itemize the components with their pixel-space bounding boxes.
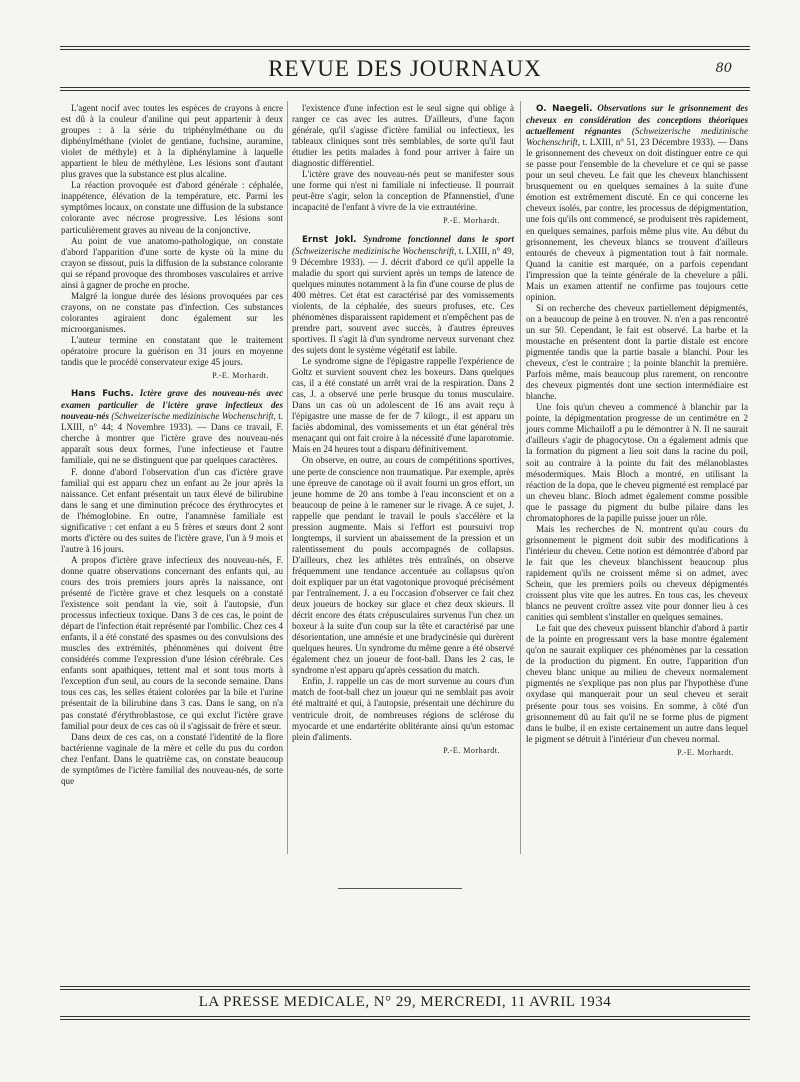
paragraph: Une fois qu'un cheveu a commencé à blanchir par la pointe, la dépigmentation progresse de un centimètre en 2 jours comme Michailoff a pu le démontrer à N. Il ne saurait d'ailleurs s'agir de phagocytose. On a également admis que la formation du pigment a lieu soit dans la racine du poil, soit au contraire à la pointe du fait des mélanoblastes mésodermiques. Mais Bloch a montré, en utilisant la réaction de la dopa, que le cheveu pigmenté est remplacé par un cheveu blanc. Bloch admet également comme possible que le passage du pigment du bulbe pilaire dans les chromatophores de la papille puisse jouer un rôle. <box>526 402 748 523</box>
author-signature: P.-E. Morhardt. <box>212 371 269 381</box>
top-rule <box>60 46 750 47</box>
paragraph: On observe, en outre, au cours de compétitions sportives, une perte de conscience non traumatique. Par exemple, après une épreuve de canotage où il avait fourni un gros effort, un jeune homme de 20 ans tombe à l'eau inconscient et on a beaucoup de peine à le ramener sur le rivage. A ce sujet, J. rappelle que pendant le travail le pouls s'accélère et la pression augmente. Mais si l'effort est poursuivi trop longtemps, il survient un abaissement de la pression et un ralentissement du pouls accompagnés de collapsus. D'ailleurs, chez les athlètes très entraînés, on observe fréquemment une tendance accentuée au collapsus qu'on doit expliquer par un état vagotonique provoqué précisément par l'entraînement. J. a eu l'occasion d'observer ce fait chez deux joueurs de hockey sur glace et chez deux skieurs. Il décrit encore des états crépusculaires survenus l'un chez un boxeur à la suite d'un coup sur la tête et caractérisé par une désorientation, une amnésie et une bradycinésie qui durèrent quelques heures. Un syndrome du même genre a été observé également chez un joueur de foot-ball. Dans les 2 cas, le syndrome n'est apparu qu'après cessation du match. <box>292 455 514 676</box>
author-signature: P.-E. Morhardt. <box>677 747 734 757</box>
column-right <box>526 103 748 758</box>
article-body: t. LXIII, n° 49, 9 Décembre 1933). — J. décrit d'abord ce qu'il appelle la maladie du sport qui survient après un temps de latence de quelques minutes notamment à la fin d'une course de plus de 400 mètres. Cet état est caractérisé par des vomissements violents, de la céphalée, des sueurs profuses, etc. Ces phénomènes disparaissent rapidement et n'empêchent pas de prendre part, souvent avec succès, à d'autres épreuves sportives. Il s'agit là d'un syndrome nerveux survenant chez des sujets dont le système végétatif est labile. <box>292 245 514 355</box>
paragraph: Si on recherche des cheveux partiellement dépigmentés, on a beaucoup de peine à en trouver. N. n'en a pas rencontré un sur 50. Cependant, le fait est observé. La barbe et la moustache en présentent dont la partie distale est encore pigmentée tandis que la partie basale a blanchi. Pour les cheveux, c'est le contraire ; la pointe blanchit la première. Parfois même, mais beaucoup plus rarement, on rencontre des cheveux pigmentés dont une section intermédiaire est blanche. <box>526 302 748 402</box>
column-divider <box>520 101 521 854</box>
paragraph: Au point de vue anatomo-pathologique, on constate d'abord l'apparition d'une sorte de kyste où la mine du crayon se dissout, puis la diffusion de la substance colorante qui se répand provoque des thromboses vasculaires et arrive ainsi à gagner de proche en proche. <box>61 235 283 290</box>
article-source: (Schweizerische medizinische Wochenschrift, <box>111 411 276 422</box>
paragraph: Enfin, J. rappelle un cas de mort survenue au cours d'un match de foot-ball chez un joueur qui ne semblait pas avoir été maltraité et qui, à l'autopsie, présentait une déchirure du ventricule droit, de nombreuses régions de sclérose du myocarde et une endartérite oblitérante ainsi qu'un estomac plein d'aliments. <box>292 676 514 742</box>
article-source: (Schweizerische medizinische Wochenschrift, <box>526 126 748 148</box>
article-author: Hans Fuchs. <box>71 389 134 400</box>
paragraph: L'auteur termine en constatant que le traitement opératoire procure la guérison en 31 jours en moyenne tandis que le procédé conservateur exige 45 jours. <box>61 334 283 368</box>
article-heading <box>61 388 283 466</box>
author-signature: P.-E. Morhardt. <box>443 745 500 755</box>
article-title: Ictère grave des nouveau-nés avec examen particulier de l'ictère grave infectieux des nouveau-nés <box>61 388 283 422</box>
article-body: t. LXIII, n° 44; 4 Novembre 1933). — Dans ce travail, F. cherche à montrer que l'ictère grave des nouveau-nés apparaît sous deux formes, l'une infectieuse et l'autre familiale, qui ne se distinguent que par quelques caractères. <box>61 411 284 466</box>
article-author: O. Naegeli. <box>536 104 593 114</box>
masthead-rule <box>60 87 750 88</box>
author-signature: P.-E. Morhardt. <box>443 216 500 226</box>
column-divider <box>287 101 288 854</box>
paragraph: Malgré la longue durée des lésions provoquées par ces crayons, on ne constate pas d'infection. Ces substances colorantes agiraient donc également sur les microorganismes. <box>61 290 283 334</box>
footer <box>60 990 750 1016</box>
column-left <box>61 103 283 787</box>
publication-line: LA PRESSE MEDICALE, N° 29, MERCREDI, 11 AVRIL 1934 <box>198 994 612 1010</box>
paragraph: Le syndrome signe de l'épigastre rappelle l'expérience de Goltz et survient souvent chez les boxeurs. Dans quelques cas, il a été constaté un arrêt vrai de la respiration. Dans 2 cas, J. a observé une perle brusque du tonus musculaire. Dans un cas où un adolescent de 16 ans avait reçu à l'épigastre une masse de fer de 7 kilogr., il est apparu un faciès abdominal, des vomissements et un état général très menaçant qui ont fait croire à la nécessité d'une laparotomie. Mais en 24 heures tout a disparu définitivement. <box>292 356 514 455</box>
masthead-rule <box>60 90 750 91</box>
article-body: t. LXIII, n° 51, 23 Décembre 1933). — Dans le grisonnement des cheveux on doit distinguer entre ce qui se passe pour l'ensemble de la chevelure et ce qui se passe pour un seul cheveu. Le fait que les cheveux blanchissent brusquement ou en quelques semaines à la suite d'une émotion est extrêmement discuté. En ce qui concerne les cheveux isolés, par contre, les processus de dépigmentation, une fois qu'ils ont commencé, se produisent très rapidement, en quelques semaines, parfois même plus vite. Au début du grisonnement, les cheveux blancs se trouvent d'ailleurs entourés de cheveux à pigmentation tout à fait normale. Quand la canitie est marquée, on a parfois cependant l'impression que la teinte générale de la chevelure a pâli. Mais un examen attentif ne confirme pas toujours cette opinion. <box>526 137 748 302</box>
paragraph: L'agent nocif avec toutes les espèces de crayons à encre est dû à la couleur d'aniline qui peut appartenir à deux groupes : à la série du triphénylméthane ou du diphénylméthane (violet de gentiane, fuchsine, auramine, violet de méthyle) et à la diphénylamine à laquelle appartient le bleu de méthylène. Les lésions sont d'autant plus graves que la substance est plus alcaline. <box>61 103 283 180</box>
footer-rule <box>60 1019 750 1020</box>
article-title: Syndrome fonctionnel dans le sport <box>363 233 514 244</box>
article-heading <box>292 234 514 357</box>
paragraph: F. donne d'abord l'observation d'un cas d'ictère grave familial qui est apparu chez un enfant au 2e jour après la naissance. Cet enfant présentait un taux élevé de bilirubine dans le sang et une diminution précoce des érythrocytes et de l'hémoglobine. En outre, l'anamnèse familiale est significative : cet enfant a eu 5 frères et sœurs dont 2 sont morts d'ictère ou des suites de l'ictère grave, l'un à 9 mois et l'autre à 16 jours. <box>61 466 283 554</box>
section-title: REVUE DES JOURNAUX <box>268 56 542 81</box>
masthead <box>60 50 750 84</box>
paragraph: La réaction provoquée est d'abord générale : céphalée, inappétence, élévation de la température, etc. Parmi les symptômes locaux, on constate une diffusion de la substance colorante avec nécrose progressive. Les lésions sont particulièrement graves au niveau de la conjonctive. <box>61 180 283 235</box>
paragraph: L'ictère grave des nouveau-nés peut se manifester sous une forme qui n'est ni familiale ni infectieuse. Il pourrait peut-être s'agir, selon la conception de Pfannenstiel, d'une incapacité de l'enfant à vivre de la vie extrautérine. <box>292 169 514 213</box>
footer-rule <box>60 986 750 987</box>
article-author: Ernst Jokl. <box>302 234 357 245</box>
article-heading <box>526 103 748 303</box>
paragraph: l'existence d'une infection est le seul signe qui oblige à ranger ce cas avec les autres. D'ailleurs, d'une façon générale, qu'il s'agisse d'ictère familial ou infectieux, les tableaux cliniques sont très semblables, de sorte qu'il faut étudier les petits malades à fond pour arriver à faire un diagnostic différentiel. <box>292 103 514 169</box>
page-number: 80 <box>715 61 732 76</box>
paragraph: Dans deux de ces cas, on a constaté l'identité de la flore bactérienne vaginale de la mère et celle du pus du cordon chez l'enfant. Dans le quatrième cas, on constate beaucoup de symptômes de l'ictère familial des nouveau-nés, de sorte que <box>61 731 283 786</box>
article-title: Observations sur le grisonnement des cheveux en considération des conceptions théoriques actuellement régnantes <box>526 103 748 137</box>
end-rule <box>338 888 462 889</box>
column-middle <box>292 103 514 756</box>
paragraph: A propos d'ictère grave infectieux des nouveau-nés, F. donne quatre observations concernant des enfants qui, au cours des trois premiers jours après la naissance, ont présenté de l'ictère grave et chez lesquels on a constaté l'existence soit pendant la vie, soit à l'autopsie, d'un processus infectieux toxique. Dans 3 de ces cas, le point de départ de l'infection était représenté par l'ombilic. Chez ces 4 enfants, il a été constaté des spasmes ou des convulsions des muscles des extrémités, phénomènes qui doivent être considérés comme l'expression d'une lésion cérébrale. Ces enfants sont apathiques, tettent mal et sont tous morts à l'exception d'un seul, au cours de la seconde semaine. Dans tous ces cas, les selles étaient colorées par la bile et l'urine présentait de la bilirubine dans 3 cas. Dans le sang, on n'a pas constaté d'érythroblastose, ce qui exclut l'ictère grave familial pour deux de ces cas où il s'agissait de frère et sœur. <box>61 554 283 731</box>
article-source: (Schweizerische medizinische Wochenschrift, <box>292 245 457 256</box>
paragraph: Mais les recherches de N. montrent qu'au cours du grisonnement le pigment doit subir des modifications à l'intérieur du cheveu. Cette notion est démontrée d'abord par le fait que les cheveux blanchissent beaucoup plus rapidement qu'ils ne croissent même si on admet, avec Schein, que les premiers poils ou cheveux dépigmentés croissent plus vite que les autres. En tous cas, les cheveux blancs ne peuvent croître assez vite pour donner lieu à ces canities qui semblent s'installer en quelques semaines. <box>526 523 748 623</box>
paragraph: Le fait que des cheveux puissent blanchir d'abord à partir de la pointe en progressant vers la base montre également qu'on ne saurait expliquer ces phénomènes par la cessation de la production du pigment. En outre, l'apparition d'un cheveu blanc unique au milieu de cheveux normalement pigmentés ne s'explique pas non plus par l'hypothèse d'une oxydase qui manquerait pour un seul cheveu et serait présente pour tous ses voisins. En somme, à côté d'un grisonnement dû au fait qu'il ne se forme plus de pigment dans le bulbe, il en existe certainement un autre dans lequel le pigment se détruit à l'intérieur d'un cheveu normal. <box>526 623 748 744</box>
footer-rule <box>60 1016 750 1017</box>
